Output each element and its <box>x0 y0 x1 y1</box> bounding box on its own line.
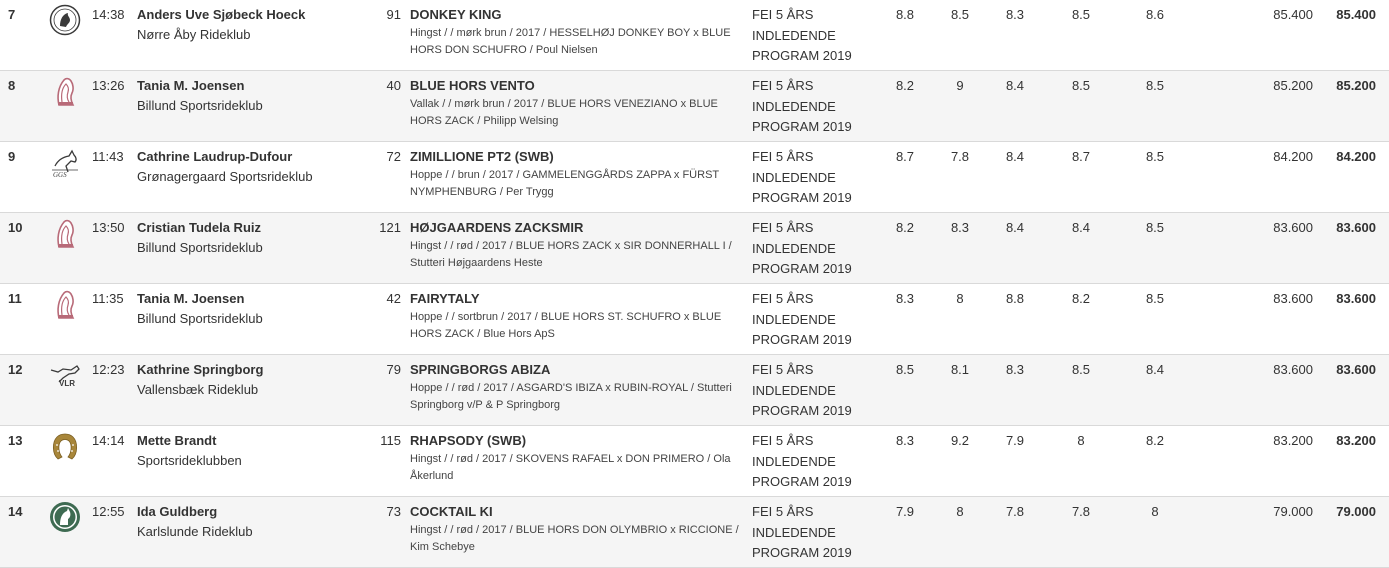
horse-info: Hoppe / / brun / 2017 / GAMMELENGGÅRDS ZAPPA x FÜRST NYMPHENBURG / Per Trygg <box>410 169 719 198</box>
rank: 7 <box>8 7 16 22</box>
judge-score-5: 8 <box>1151 504 1159 519</box>
percent-score: 83.600 <box>1273 362 1313 377</box>
judge-score-2: 8.5 <box>950 7 970 22</box>
rider-name[interactable]: Tania M. Joensen <box>137 78 245 93</box>
percent-score: 85.200 <box>1273 78 1313 93</box>
start-time: 11:43 <box>92 149 124 164</box>
horse-name[interactable]: FAIRYTALY <box>410 291 480 306</box>
rank: 11 <box>8 291 22 306</box>
judge-score-5: 8.4 <box>1145 362 1165 377</box>
result-row[interactable] <box>0 355 1389 426</box>
horse-info: Hingst / / mørk brun / 2017 / HESSELHØJ DONKEY BOY x BLUE HORS DON SCHUFRO / Poul Nielsen <box>410 27 731 56</box>
final-score: 83.600 <box>1336 291 1376 306</box>
result-row[interactable] <box>0 71 1389 142</box>
class-name: FEI 5 ÅRS INDLEDENDE PROGRAM 2019 <box>752 220 852 276</box>
horse-info: Vallak / / mørk brun / 2017 / BLUE HORS VENEZIANO x BLUE HORS ZACK / Philipp Welsing <box>410 98 718 127</box>
judge-score-1: 8.3 <box>895 291 915 306</box>
horse-info: Hingst / / rød / 2017 / BLUE HORS ZACK x SIR DONNERHALL I / Stutteri Højgaardens Heste <box>410 240 732 269</box>
final-score: 79.000 <box>1336 504 1376 519</box>
final-score: 84.200 <box>1336 149 1376 164</box>
judge-score-4: 8.5 <box>1071 78 1091 93</box>
judge-score-5: 8.5 <box>1145 220 1165 235</box>
horse-name[interactable]: DONKEY KING <box>410 7 502 22</box>
horse-number: 72 <box>386 149 401 164</box>
judge-score-2: 8.1 <box>950 362 970 377</box>
final-score: 83.600 <box>1336 220 1376 235</box>
percent-score: 84.200 <box>1273 149 1313 164</box>
horse-info: Hoppe / / sortbrun / 2017 / BLUE HORS ST. SCHUFRO x BLUE HORS ZACK / Blue Hors ApS <box>410 311 722 340</box>
club-crest-icon <box>49 4 81 36</box>
club-name[interactable]: Billund Sportsrideklub <box>137 240 263 255</box>
result-row[interactable] <box>0 497 1389 568</box>
horse-number: 91 <box>386 7 401 22</box>
judge-score-3: 8.4 <box>1005 78 1025 93</box>
judge-score-1: 8.3 <box>895 433 915 448</box>
rider-name[interactable]: Cristian Tudela Ruiz <box>137 220 261 235</box>
horse-name[interactable]: RHAPSODY (SWB) <box>410 433 527 448</box>
horse-number: 79 <box>386 362 401 377</box>
class-name: FEI 5 ÅRS INDLEDENDE PROGRAM 2019 <box>752 149 852 205</box>
judge-score-4: 8.5 <box>1071 362 1091 377</box>
judge-score-1: 8.5 <box>895 362 915 377</box>
horseshoe-icon <box>49 430 81 462</box>
class-name: FEI 5 ÅRS INDLEDENDE PROGRAM 2019 <box>752 78 852 134</box>
horse-name[interactable]: BLUE HORS VENTO <box>410 78 535 93</box>
rider-name[interactable]: Mette Brandt <box>137 433 217 448</box>
horse-number: 42 <box>386 291 401 306</box>
result-row[interactable] <box>0 0 1389 71</box>
club-name[interactable]: Grønagergaard Sportsrideklub <box>137 169 313 184</box>
rank: 9 <box>8 149 16 164</box>
club-name[interactable]: Vallensbæk Rideklub <box>137 382 259 397</box>
horse-number: 40 <box>386 78 401 93</box>
judge-score-4: 8.4 <box>1071 220 1091 235</box>
final-score: 83.200 <box>1336 433 1376 448</box>
final-score: 83.600 <box>1336 362 1376 377</box>
rank: 12 <box>8 362 23 377</box>
club-name[interactable]: Sportsrideklubben <box>137 453 242 468</box>
judge-score-5: 8.5 <box>1145 291 1165 306</box>
horse-head-icon <box>49 217 81 249</box>
judge-score-1: 8.2 <box>895 78 915 93</box>
result-row[interactable] <box>0 142 1389 213</box>
rider-name[interactable]: Anders Uve Sjøbeck Hoeck <box>137 7 306 22</box>
judge-score-2: 9.2 <box>950 433 970 448</box>
judge-score-4: 8.2 <box>1071 291 1091 306</box>
judge-score-3: 8.4 <box>1005 149 1025 164</box>
horse-name[interactable]: SPRINGBORGS ABIZA <box>410 362 551 377</box>
percent-score: 83.200 <box>1273 433 1313 448</box>
judge-score-1: 7.9 <box>895 504 915 519</box>
judge-score-5: 8.6 <box>1145 7 1165 22</box>
judge-score-5: 8.5 <box>1145 149 1165 164</box>
judge-score-2: 8 <box>956 291 964 306</box>
percent-score: 79.000 <box>1273 504 1313 519</box>
judge-score-1: 8.7 <box>895 149 915 164</box>
rider-name[interactable]: Ida Guldberg <box>137 504 218 519</box>
horse-number: 121 <box>379 220 401 235</box>
judge-score-2: 9 <box>956 78 964 93</box>
class-name: FEI 5 ÅRS INDLEDENDE PROGRAM 2019 <box>752 291 852 347</box>
final-score: 85.400 <box>1336 7 1376 22</box>
rider-name[interactable]: Tania M. Joensen <box>137 291 245 306</box>
class-name: FEI 5 ÅRS INDLEDENDE PROGRAM 2019 <box>752 7 852 63</box>
judge-score-2: 8 <box>956 504 964 519</box>
horse-name[interactable]: ZIMILLIONE PT2 (SWB) <box>410 149 554 164</box>
start-time: 13:26 <box>92 78 125 93</box>
final-score: 85.200 <box>1336 78 1376 93</box>
horse-head-icon <box>49 75 81 107</box>
green-crest-icon <box>49 501 81 533</box>
start-time: 14:14 <box>92 433 125 448</box>
result-row[interactable] <box>0 284 1389 355</box>
percent-score: 85.400 <box>1273 7 1313 22</box>
percent-score: 83.600 <box>1273 220 1313 235</box>
horse-head-icon <box>49 288 81 320</box>
rank: 13 <box>8 433 23 448</box>
svg-text:VLR: VLR <box>59 379 75 388</box>
rank: 8 <box>8 78 16 93</box>
start-time: 12:23 <box>92 362 125 377</box>
judge-score-3: 7.9 <box>1005 433 1025 448</box>
horse-name[interactable]: HØJGAARDENS ZACKSMIR <box>410 220 584 235</box>
horse-name[interactable]: COCKTAIL KI <box>410 504 493 519</box>
rank: 14 <box>8 504 23 519</box>
judge-score-3: 8.3 <box>1005 362 1025 377</box>
club-name[interactable]: Billund Sportsrideklub <box>137 98 263 113</box>
judge-score-5: 8.5 <box>1145 78 1165 93</box>
club-name[interactable]: Billund Sportsrideklub <box>137 311 263 326</box>
judge-score-3: 8.4 <box>1005 220 1025 235</box>
judge-score-4: 8 <box>1077 433 1085 448</box>
judge-score-1: 8.8 <box>895 7 915 22</box>
start-time: 14:38 <box>92 7 125 22</box>
club-name[interactable]: Karlslunde Rideklub <box>137 524 253 539</box>
horse-number: 115 <box>380 433 401 448</box>
rider-name[interactable]: Kathrine Springborg <box>137 362 264 377</box>
result-row[interactable] <box>0 213 1389 284</box>
class-name: FEI 5 ÅRS INDLEDENDE PROGRAM 2019 <box>752 433 852 489</box>
start-time: 12:55 <box>92 504 125 519</box>
horse-info: Hoppe / / rød / 2017 / ASGARD'S IBIZA x RUBIN-ROYAL / Stutteri Springborg v/P & P Springborg <box>410 382 732 411</box>
start-time: 11:35 <box>92 291 124 306</box>
horse-info: Hingst / / rød / 2017 / BLUE HORS DON OLYMBRIO x RICCIONE / Kim Schebye <box>410 524 739 553</box>
ggs-horse-icon <box>49 146 81 178</box>
judge-score-3: 7.8 <box>1005 504 1025 519</box>
judge-score-3: 8.3 <box>1005 7 1025 22</box>
judge-score-2: 8.3 <box>950 220 970 235</box>
rank: 10 <box>8 220 23 235</box>
judge-score-4: 8.7 <box>1071 149 1091 164</box>
vlr-horse-icon <box>49 359 81 391</box>
result-row[interactable] <box>0 426 1389 497</box>
percent-score: 83.600 <box>1273 291 1313 306</box>
judge-score-5: 8.2 <box>1145 433 1165 448</box>
judge-score-1: 8.2 <box>895 220 915 235</box>
start-time: 13:50 <box>92 220 125 235</box>
horse-number: 73 <box>386 504 401 519</box>
judge-score-4: 8.5 <box>1071 7 1091 22</box>
judge-score-3: 8.8 <box>1005 291 1025 306</box>
rider-name[interactable]: Cathrine Laudrup-Dufour <box>137 149 293 164</box>
class-name: FEI 5 ÅRS INDLEDENDE PROGRAM 2019 <box>752 362 852 418</box>
horse-info: Hingst / / rød / 2017 / SKOVENS RAFAEL x DON PRIMERO / Ola Åkerlund <box>410 453 731 482</box>
svg-text:GGS: GGS <box>53 171 67 178</box>
judge-score-4: 7.8 <box>1071 504 1091 519</box>
club-name[interactable]: Nørre Åby Rideklub <box>137 27 251 42</box>
judge-score-2: 7.8 <box>950 149 970 164</box>
class-name: FEI 5 ÅRS INDLEDENDE PROGRAM 2019 <box>752 504 852 560</box>
